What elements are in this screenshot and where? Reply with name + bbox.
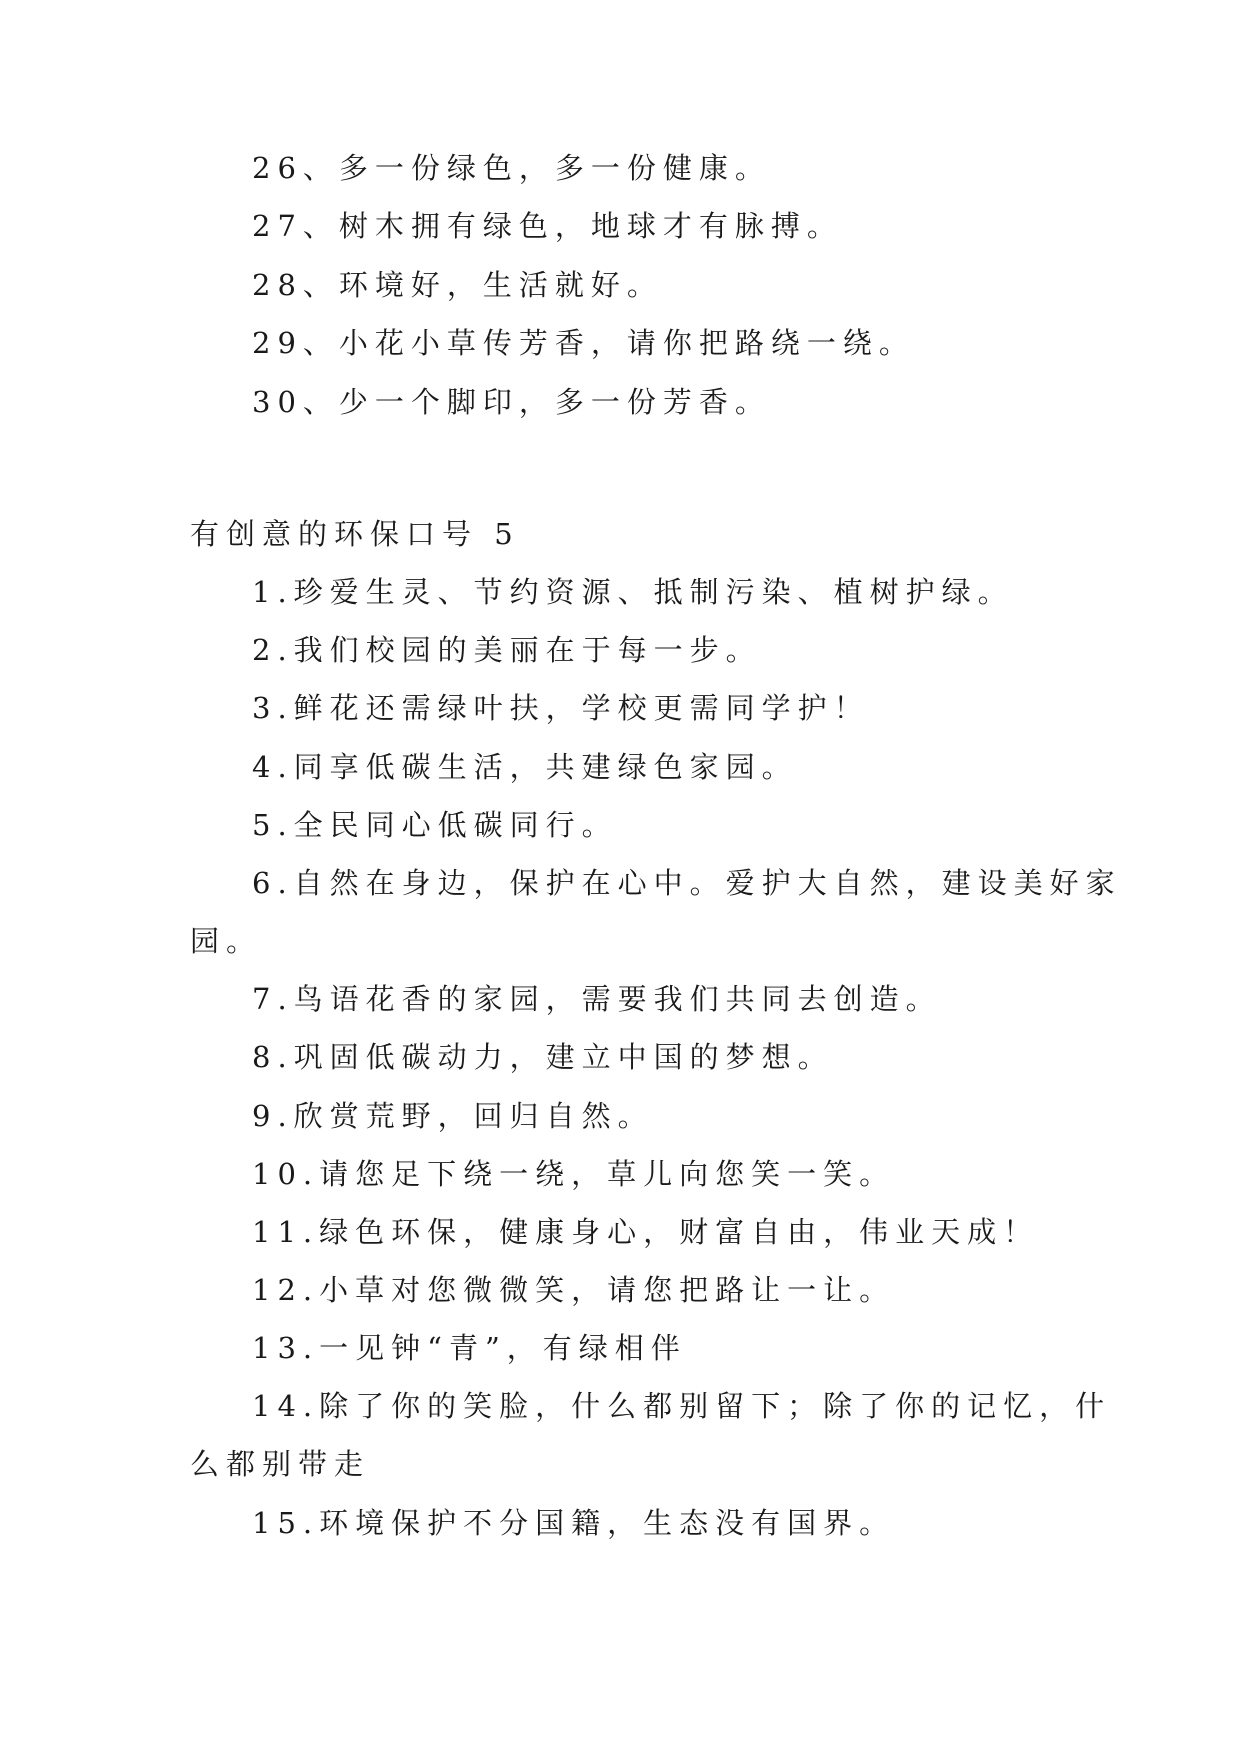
slogan-11: 11.绿色环保，健康身心，财富自由，伟业天成！: [252, 1215, 1040, 1249]
slogan-4: 4.同享低碳生活，共建绿色家园。: [252, 750, 798, 784]
slogan-1: 1.珍爱生灵、节约资源、抵制污染、植树护绿。: [252, 575, 1014, 609]
slogan-6: 6.自然在身边，保护在心中。爱护大自然，建设美好家: [252, 866, 1122, 900]
slogan-10: 10.请您足下绕一绕，草儿向您笑一笑。: [252, 1157, 896, 1191]
slogan-26: 26、多一份绿色，多一份健康。: [252, 151, 771, 185]
slogan-6-continued: 园。: [190, 924, 263, 958]
slogan-7: 7.鸟语花香的家园，需要我们共同去创造。: [252, 982, 942, 1016]
slogan-14: 14.除了你的笑脸，什么都别留下；除了你的记忆，什: [252, 1389, 1112, 1423]
slogan-5: 5.全民同心低碳同行。: [252, 808, 618, 842]
section-heading: 有创意的环保口号 5: [190, 517, 520, 551]
slogan-15: 15.环境保护不分国籍，生态没有国界。: [252, 1506, 896, 1540]
slogan-2: 2.我们校园的美丽在于每一步。: [252, 633, 762, 667]
slogan-3: 3.鲜花还需绿叶扶，学校更需同学护！: [252, 691, 870, 725]
slogan-12: 12.小草对您微微笑，请您把路让一让。: [252, 1273, 896, 1307]
slogan-9: 9.欣赏荒野，回归自然。: [252, 1099, 654, 1133]
slogan-27: 27、树木拥有绿色，地球才有脉搏。: [252, 209, 843, 243]
slogan-28: 28、环境好，生活就好。: [252, 268, 663, 302]
slogan-8: 8.巩固低碳动力，建立中国的梦想。: [252, 1040, 834, 1074]
slogan-29: 29、小花小草传芳香，请你把路绕一绕。: [252, 326, 915, 360]
slogan-14-continued: 么都别带走: [190, 1447, 371, 1481]
slogan-30: 30、少一个脚印，多一份芳香。: [252, 385, 771, 419]
slogan-13: 13.一见钟“青”，有绿相伴: [252, 1331, 687, 1365]
